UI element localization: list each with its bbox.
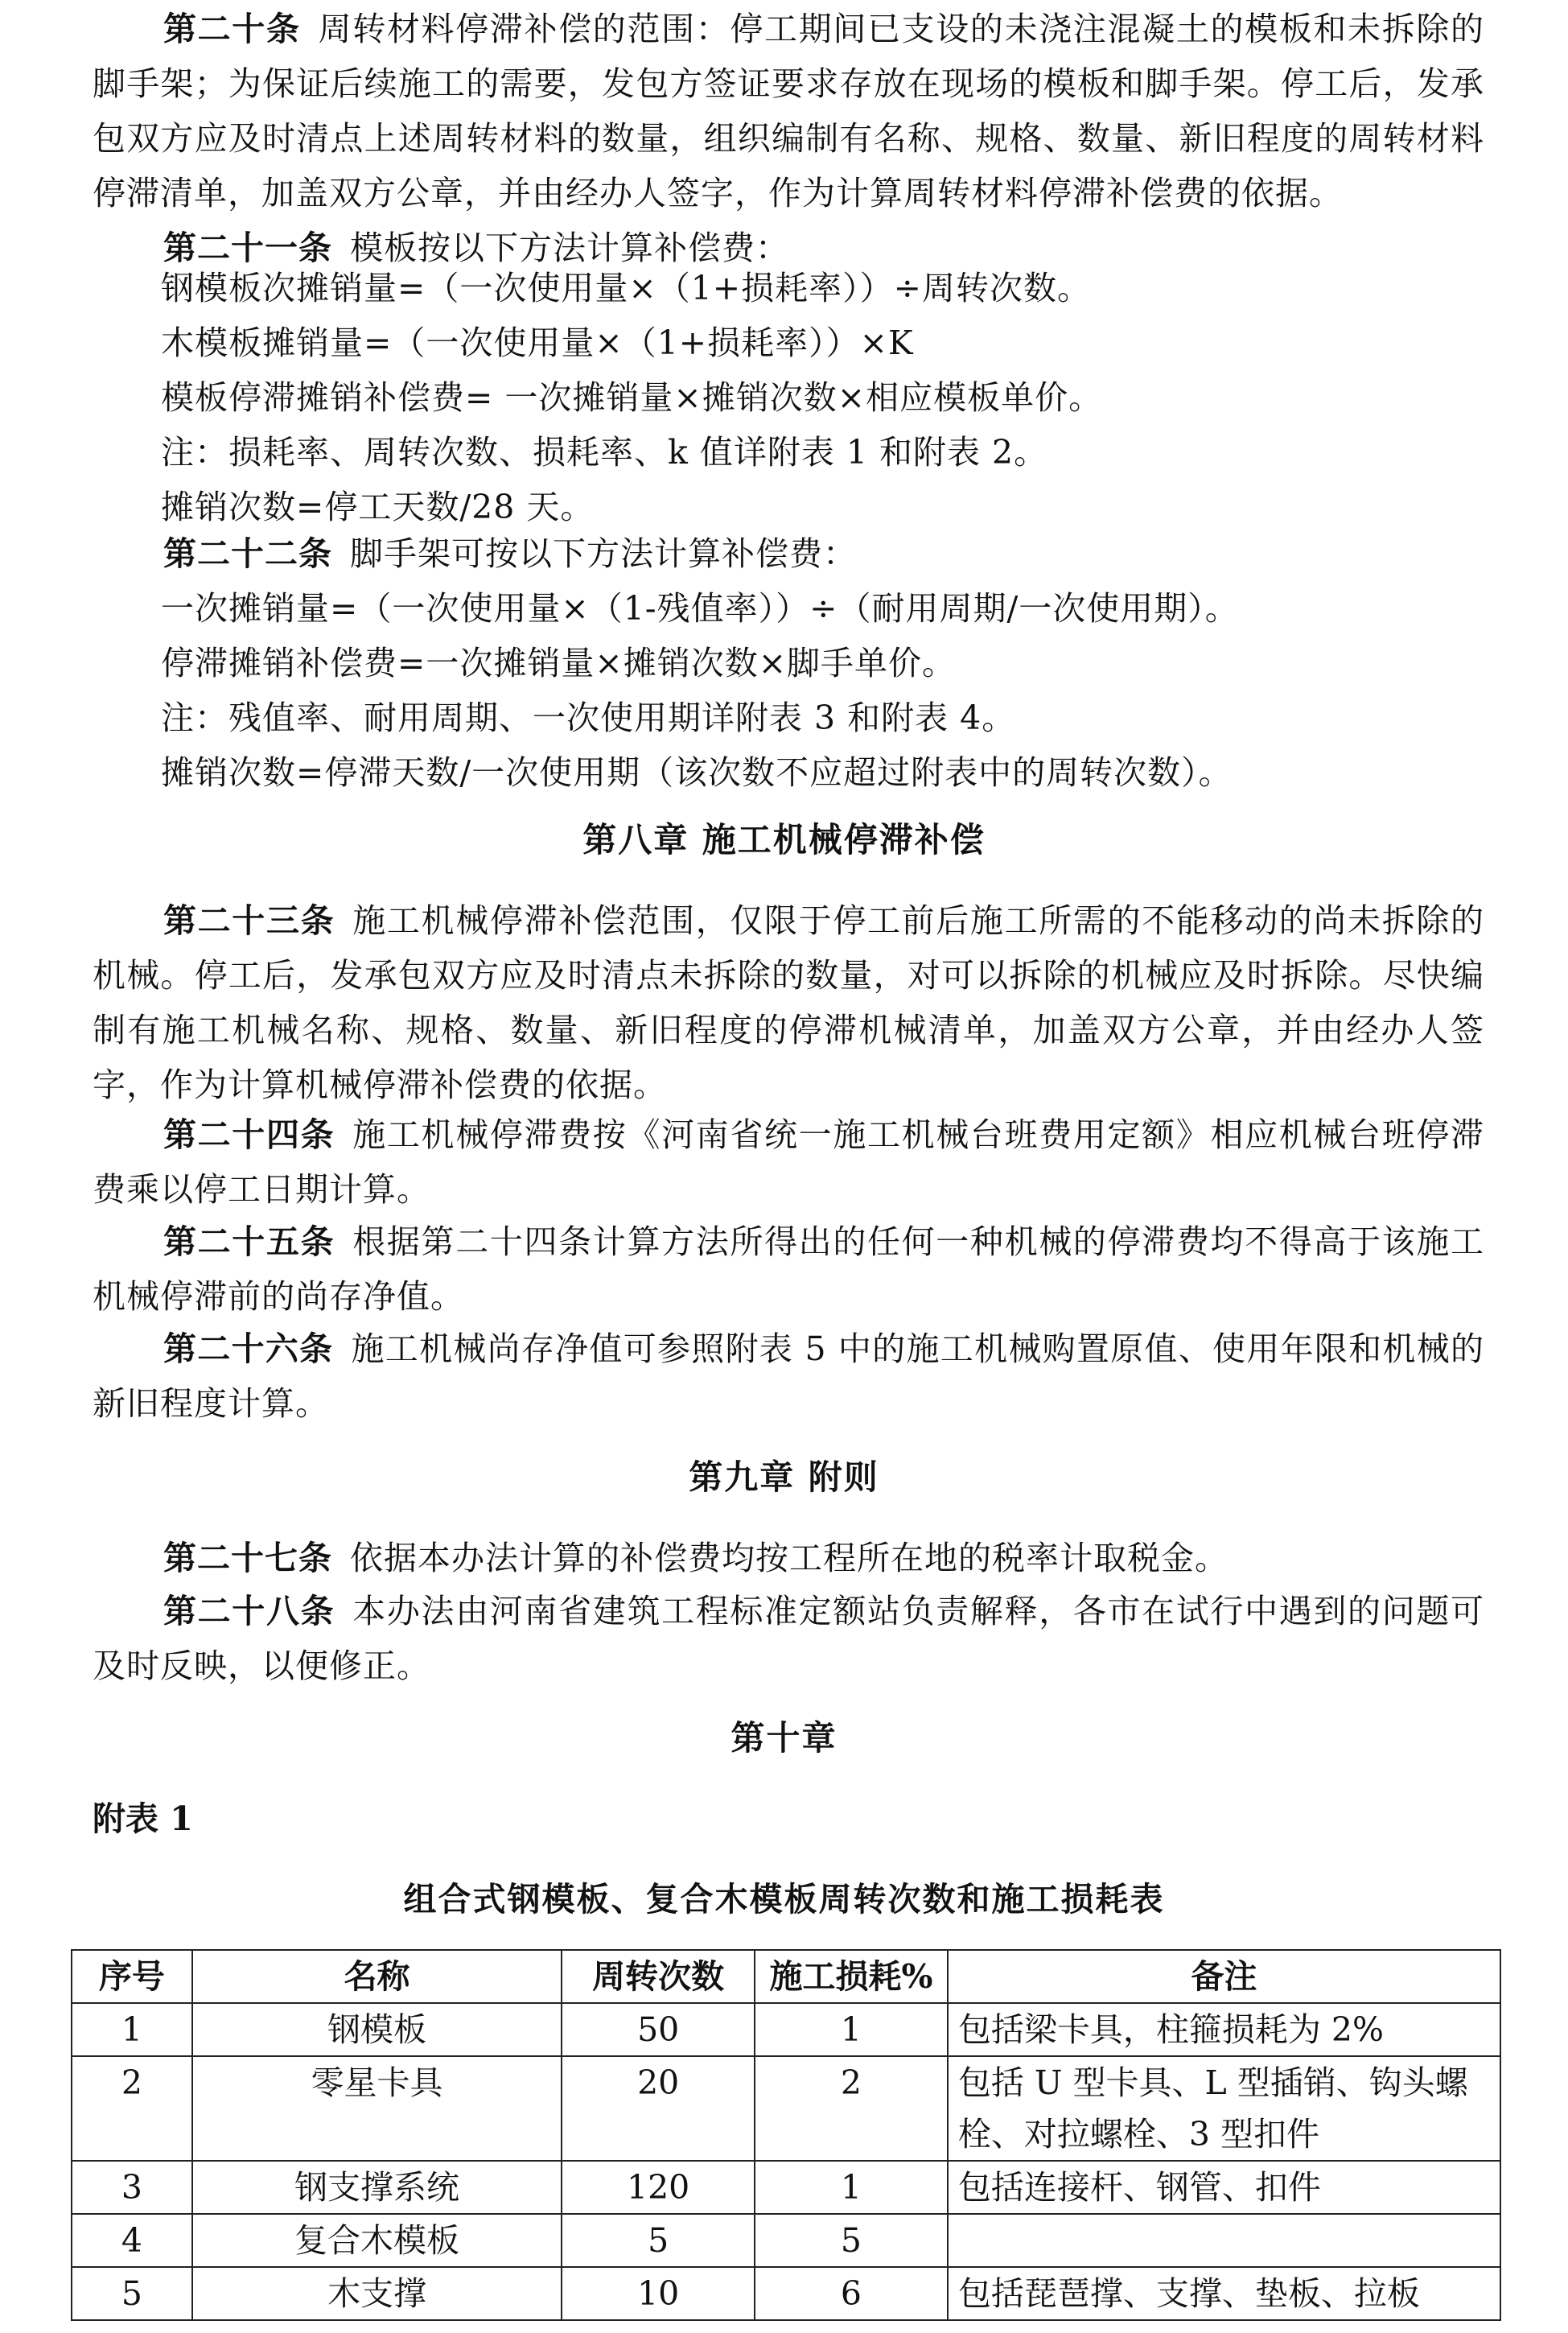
cell-remarks: 包括琵琶撑、支撑、垫板、拉板 <box>948 2267 1500 2320</box>
table-title: 组合式钢模板、复合木模板周转次数和施工损耗表 <box>403 1880 1165 1919</box>
article-text: 脚手架可按以下方法计算补偿费： <box>350 534 857 573</box>
article-label: 第二十七条 <box>163 1539 332 1577</box>
table-row <box>72 2056 1500 2161</box>
article-label: 第二十六条 <box>163 1329 334 1368</box>
article-24 <box>93 1107 1484 1217</box>
article-label: 第二十条 <box>163 10 301 48</box>
cell-name: 钢模板 <box>192 2003 562 2056</box>
header-remarks: 备注 <box>948 1950 1500 2003</box>
table-row <box>72 2161 1500 2214</box>
cell-loss: 5 <box>755 2214 948 2267</box>
turnover-loss-table <box>71 1949 1501 2321</box>
table-row <box>72 2267 1500 2320</box>
cell-index: 3 <box>72 2161 192 2214</box>
cell-name: 钢支撑系统 <box>192 2161 562 2214</box>
article-23 <box>93 893 1484 1112</box>
article-text: 施工机械停滞补偿范围，仅限于停工前后施工所需的不能移动的尚未拆除的机械。停工后，发承包双方应及时清点未拆除的数量，对可以拆除的机械应及时拆除。尽快编制有施工机械名称、规格、数量、新旧程度的停滞机械清单，加盖双方公章，并由经办人签字，作为计算机械停滞补偿费的依据。 <box>93 901 1485 1104</box>
header-index: 序号 <box>72 1950 192 2003</box>
formula-line: 钢模板次摊销量=（一次使用量×（1+损耗率））÷周转次数。 <box>161 269 1091 307</box>
cell-turnover: 50 <box>562 2003 755 2056</box>
article-26 <box>93 1321 1484 1431</box>
formula-line: 停滞摊销补偿费=一次摊销量×摊销次数×脚手单价。 <box>161 644 957 682</box>
article-25 <box>93 1214 1484 1324</box>
formula-line: 一次摊销量=（一次使用量×（1-残值率））÷（耐用周期/一次使用期）。 <box>161 589 1239 628</box>
cell-index: 5 <box>72 2267 192 2320</box>
note-line: 注：损耗率、周转次数、损耗率、k 值详附表 1 和附表 2。 <box>161 433 1048 472</box>
cell-name: 复合木模板 <box>192 2214 562 2267</box>
chapter-9-heading: 第九章 附则 <box>689 1457 879 1497</box>
header-turnover: 周转次数 <box>562 1950 755 2003</box>
article-27 <box>93 1531 1484 1585</box>
article-28 <box>93 1584 1484 1693</box>
article-text: 本办法由河南省建筑工程标准定额站负责解释，各市在试行中遇到的问题可及时反映，以便修正。 <box>93 1592 1485 1685</box>
article-label: 第二十三条 <box>163 901 335 940</box>
article-20 <box>93 2 1484 221</box>
cell-remarks <box>948 2214 1500 2267</box>
cell-loss: 6 <box>755 2267 948 2320</box>
article-label: 第二十八条 <box>163 1592 335 1630</box>
article-text: 模板按以下方法计算补偿费： <box>350 229 789 267</box>
formula-line: 摊销次数=停工天数/28 天。 <box>161 488 595 526</box>
cell-name: 零星卡具 <box>192 2056 562 2161</box>
cell-loss: 1 <box>755 2161 948 2214</box>
formula-line: 摊销次数=停滞天数/一次使用期（该次数不应超过附表中的周转次数）。 <box>161 753 1233 792</box>
cell-loss: 1 <box>755 2003 948 2056</box>
article-text: 根据第二十四条计算方法所得出的任何一种机械的停滞费均不得高于该施工机械停滞前的尚存净值。 <box>93 1222 1485 1316</box>
header-name: 名称 <box>192 1950 562 2003</box>
appendix-label: 附表 1 <box>93 1799 193 1838</box>
formula-line: 模板停滞摊销补偿费= 一次摊销量×摊销次数×相应模板单价。 <box>161 378 1103 417</box>
cell-loss: 2 <box>755 2056 948 2161</box>
table-row <box>72 2003 1500 2056</box>
article-label: 第二十四条 <box>163 1115 335 1154</box>
article-text: 周转材料停滞补偿的范围：停工期间已支设的未浇注混凝土的模板和未拆除的脚手架；为保证后续施工的需要，发包方签证要求存放在现场的模板和脚手架。停工后，发承包双方应及时清点上述周转材料的数量，组织编制有名称、规格、数量、新旧程度的周转材料停滞清单，加盖双方公章，并由经办人签字，作为计算周转材料停滞补偿费的依据。 <box>93 10 1485 212</box>
article-label: 第二十二条 <box>163 534 332 573</box>
cell-index: 2 <box>72 2056 192 2161</box>
cell-turnover: 120 <box>562 2161 755 2214</box>
article-label: 第二十一条 <box>163 229 332 267</box>
table-header-row <box>72 1950 1500 2003</box>
formula-line: 木模板摊销量=（一次使用量×（1+损耗率））×K <box>161 324 914 362</box>
header-loss: 施工损耗% <box>755 1950 948 2003</box>
article-text: 施工机械停滞费按《河南省统一施工机械台班费用定额》相应机械台班停滞费乘以停工日期计算。 <box>93 1115 1485 1209</box>
article-label: 第二十五条 <box>163 1222 335 1261</box>
chapter-8-heading: 第八章 施工机械停滞补偿 <box>582 820 986 859</box>
note-line: 注：残值率、耐用周期、一次使用期详附表 3 和附表 4。 <box>161 699 1016 737</box>
chapter-10-heading: 第十章 <box>730 1718 838 1758</box>
article-text: 依据本办法计算的补偿费均按工程所在地的税率计取税金。 <box>350 1539 1228 1577</box>
cell-remarks: 包括连接杆、钢管、扣件 <box>948 2161 1500 2214</box>
cell-turnover: 10 <box>562 2267 755 2320</box>
cell-turnover: 20 <box>562 2056 755 2161</box>
cell-remarks: 包括梁卡具，柱箍损耗为 2% <box>948 2003 1500 2056</box>
cell-index: 1 <box>72 2003 192 2056</box>
cell-index: 4 <box>72 2214 192 2267</box>
article-22 <box>93 526 1484 581</box>
cell-turnover: 5 <box>562 2214 755 2267</box>
table-row <box>72 2214 1500 2267</box>
cell-remarks: 包括 U 型卡具、L 型插销、钩头螺栓、对拉螺栓、3 型扣件 <box>948 2056 1500 2161</box>
cell-name: 木支撑 <box>192 2267 562 2320</box>
article-text: 施工机械尚存净值可参照附表 5 中的施工机械购置原值、使用年限和机械的新旧程度计算。 <box>93 1329 1485 1423</box>
